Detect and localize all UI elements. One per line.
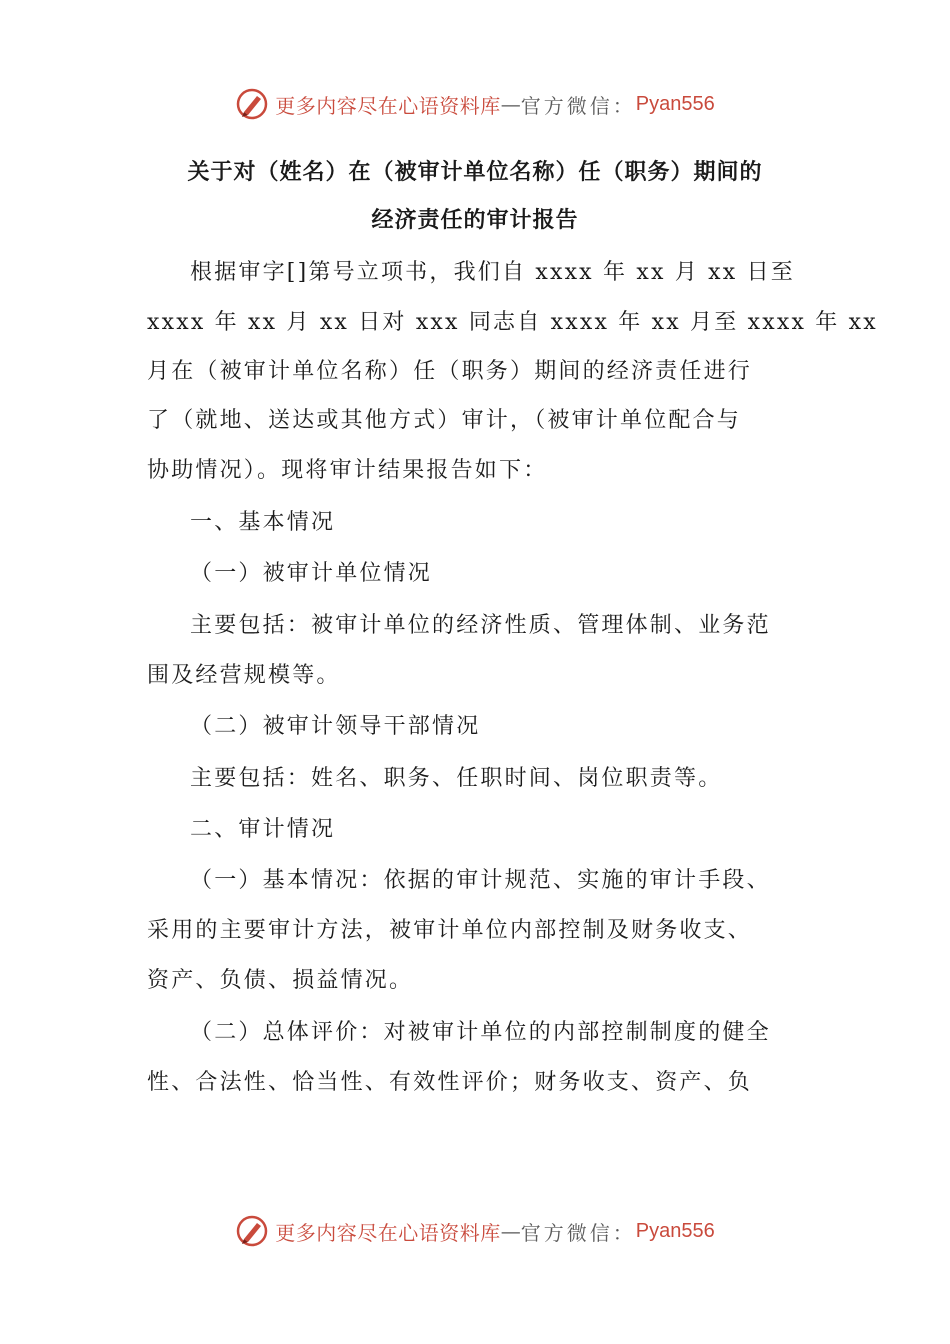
body-line: 月在（被审计单位名称）任（职务）期间的经济责任进行 — [147, 359, 753, 384]
document-title-line-1: 关于对（姓名）在（被审计单位名称）任（职务）期间的 — [187, 160, 763, 185]
body-line: 了（就地、送达或其他方式）审计，（被审计单位配合与 — [147, 408, 742, 433]
banner-dash: — — [500, 1219, 521, 1243]
banner-text: 更多内容尽在心语资料库 — [275, 93, 501, 118]
pen-logo-icon — [235, 1214, 269, 1248]
banner-dash: — — [500, 92, 521, 116]
banner-wechat-id: Pyan556 — [635, 1219, 715, 1242]
body-line: 主要包括：姓名、职务、任职时间、岗位职责等。 — [190, 766, 723, 791]
document-title-line-2: 经济责任的审计报告 — [371, 208, 579, 233]
body-line: （一）基本情况：依据的审计规范、实施的审计手段、 — [190, 868, 771, 893]
banner-wechat-label: 官方微信： — [520, 1220, 636, 1245]
body-line: xxxx 年 xx 月 xx 日对 xxx 同志自 xxxx 年 xx 月至 xxxx 年 xx — [147, 310, 878, 335]
banner-wechat-id: Pyan556 — [635, 92, 715, 115]
body-line: （二）总体评价：对被审计单位的内部控制制度的健全 — [190, 1020, 771, 1045]
section-heading: 一、基本情况 — [190, 510, 336, 535]
body-line: 围及经营规模等。 — [147, 663, 341, 688]
subsection-heading: （二）被审计领导干部情况 — [190, 714, 481, 739]
body-line: 协助情况）。现将审计结果报告如下： — [147, 458, 548, 483]
header-banner — [0, 84, 950, 124]
subsection-heading: （一）被审计单位情况 — [190, 561, 433, 586]
body-line: 主要包括：被审计单位的经济性质、管理体制、业务范 — [190, 613, 771, 638]
body-line: 采用的主要审计方法，被审计单位内部控制及财务收支、 — [147, 918, 753, 943]
footer-banner — [0, 1211, 950, 1251]
pen-logo-icon — [235, 87, 269, 121]
body-line: 根据审字[]第号立项书，我们自 xxxx 年 xx 月 xx 日至 — [190, 260, 795, 285]
section-heading: 二、审计情况 — [190, 817, 336, 842]
body-line: 性、合法性、恰当性、有效性评价；财务收支、资产、负 — [147, 1070, 753, 1095]
banner-wechat-label: 官方微信： — [520, 93, 636, 118]
body-line: 资产、负债、损益情况。 — [147, 968, 414, 993]
banner-text: 更多内容尽在心语资料库 — [275, 1220, 501, 1245]
